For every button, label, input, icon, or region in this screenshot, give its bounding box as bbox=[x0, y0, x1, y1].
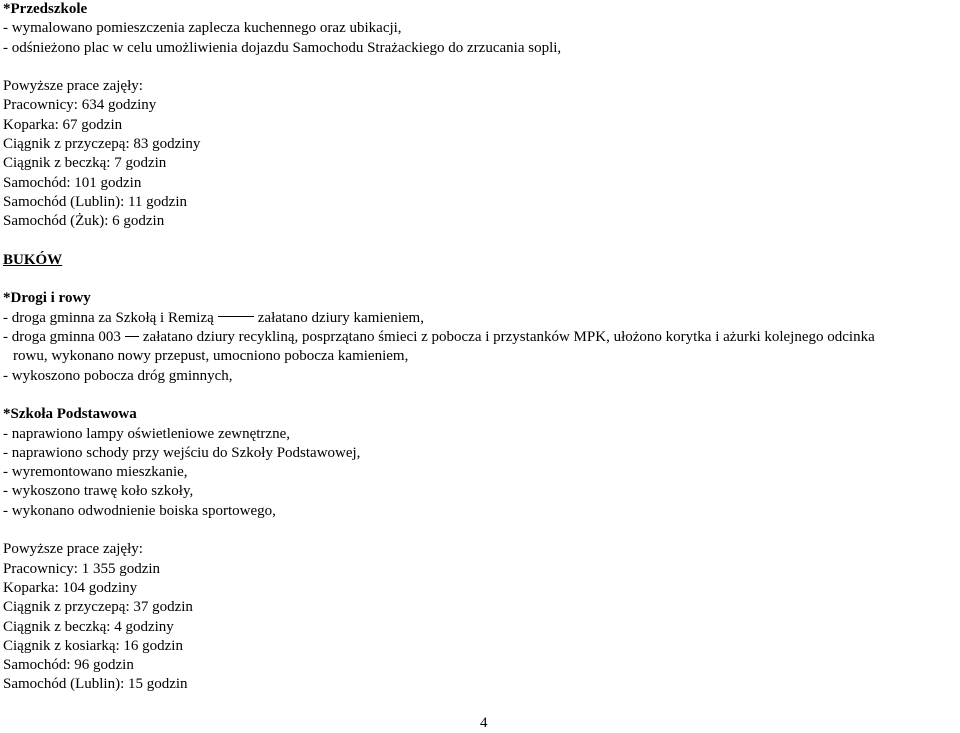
hours-line: Ciągnik z kosiarką: 16 godzin bbox=[3, 637, 183, 654]
hours-line: Pracownicy: 634 godziny bbox=[3, 97, 157, 114]
spacer bbox=[3, 232, 958, 251]
hours-line: Samochód (Lublin): 11 godzin bbox=[3, 193, 187, 210]
list-item: - wykoszono trawę koło szkoły, bbox=[3, 483, 194, 500]
hours-line: Ciągnik z beczką: 4 godziny bbox=[3, 618, 174, 635]
hours-line: Ciągnik z przyczepą: 37 godzin bbox=[3, 599, 193, 616]
hours-line: Koparka: 67 godzin bbox=[3, 116, 123, 133]
subsection-heading-szkola: *Szkoła Podstawowa bbox=[3, 406, 137, 423]
spacer bbox=[3, 521, 958, 540]
list-item bbox=[3, 328, 958, 347]
list-item: - wyremontowano mieszkanie, bbox=[3, 464, 188, 481]
hours-line: Samochód: 96 godzin bbox=[3, 657, 134, 674]
list-item: - naprawiono lampy oświetleniowe zewnętrzne, bbox=[3, 425, 290, 442]
hours-heading: Powyższe prace zajęły: bbox=[3, 78, 143, 95]
subsection-heading-drogi: *Drogi i rowy bbox=[3, 290, 91, 307]
list-item: - naprawiono schody przy wejściu do Szkoły Podstawowej, bbox=[3, 444, 361, 461]
list-item-text: - droga gminna za Szkołą i Remizą bbox=[3, 309, 214, 326]
spacer bbox=[3, 270, 958, 289]
dash-rule bbox=[125, 336, 139, 337]
hours-heading: Powyższe prace zajęły: bbox=[3, 541, 143, 558]
document-page bbox=[3, 0, 958, 695]
page-number: 4 bbox=[480, 715, 488, 731]
list-item-text: - droga gminna 003 bbox=[3, 329, 121, 346]
hours-line: Ciągnik z przyczepą: 83 godziny bbox=[3, 136, 201, 153]
list-item-text: załatano dziury kamieniem, bbox=[257, 309, 424, 326]
dash-rule bbox=[218, 316, 254, 317]
hours-line: Samochód: 101 godzin bbox=[3, 174, 142, 191]
hours-line: Samochód (Żuk): 6 godzin bbox=[3, 213, 165, 230]
spacer bbox=[3, 58, 958, 77]
list-item-text: załatano dziury recykliną, posprzątano śmieci z pobocza i przystanków MPK, ułożono korytka i ażurki kolejnego odcinka bbox=[142, 329, 875, 346]
list-item: - wymalowano pomieszczenia zaplecza kuchennego oraz ubikacji, bbox=[3, 20, 402, 37]
hours-line: Koparka: 104 godziny bbox=[3, 579, 138, 596]
hours-line: Samochód (Lublin): 15 godzin bbox=[3, 676, 188, 693]
hours-line: Ciągnik z beczką: 7 godzin bbox=[3, 155, 167, 172]
section-heading-bukow: BUKÓW bbox=[3, 251, 63, 268]
list-item: - odśnieżono plac w celu umożliwienia dojazdu Samochodu Strażackiego do zrzucania sopli, bbox=[3, 39, 562, 56]
list-item: - wykoszono pobocza dróg gminnych, bbox=[3, 367, 233, 384]
hours-line: Pracownicy: 1 355 godzin bbox=[3, 560, 161, 577]
list-item bbox=[3, 309, 958, 328]
spacer bbox=[3, 386, 958, 405]
section-heading-przedszkole: *Przedszkole bbox=[3, 1, 88, 17]
list-item: - wykonano odwodnienie boiska sportowego, bbox=[3, 502, 276, 519]
list-item-continuation: rowu, wykonano nowy przepust, umocniono pobocza kamieniem, bbox=[13, 348, 409, 365]
